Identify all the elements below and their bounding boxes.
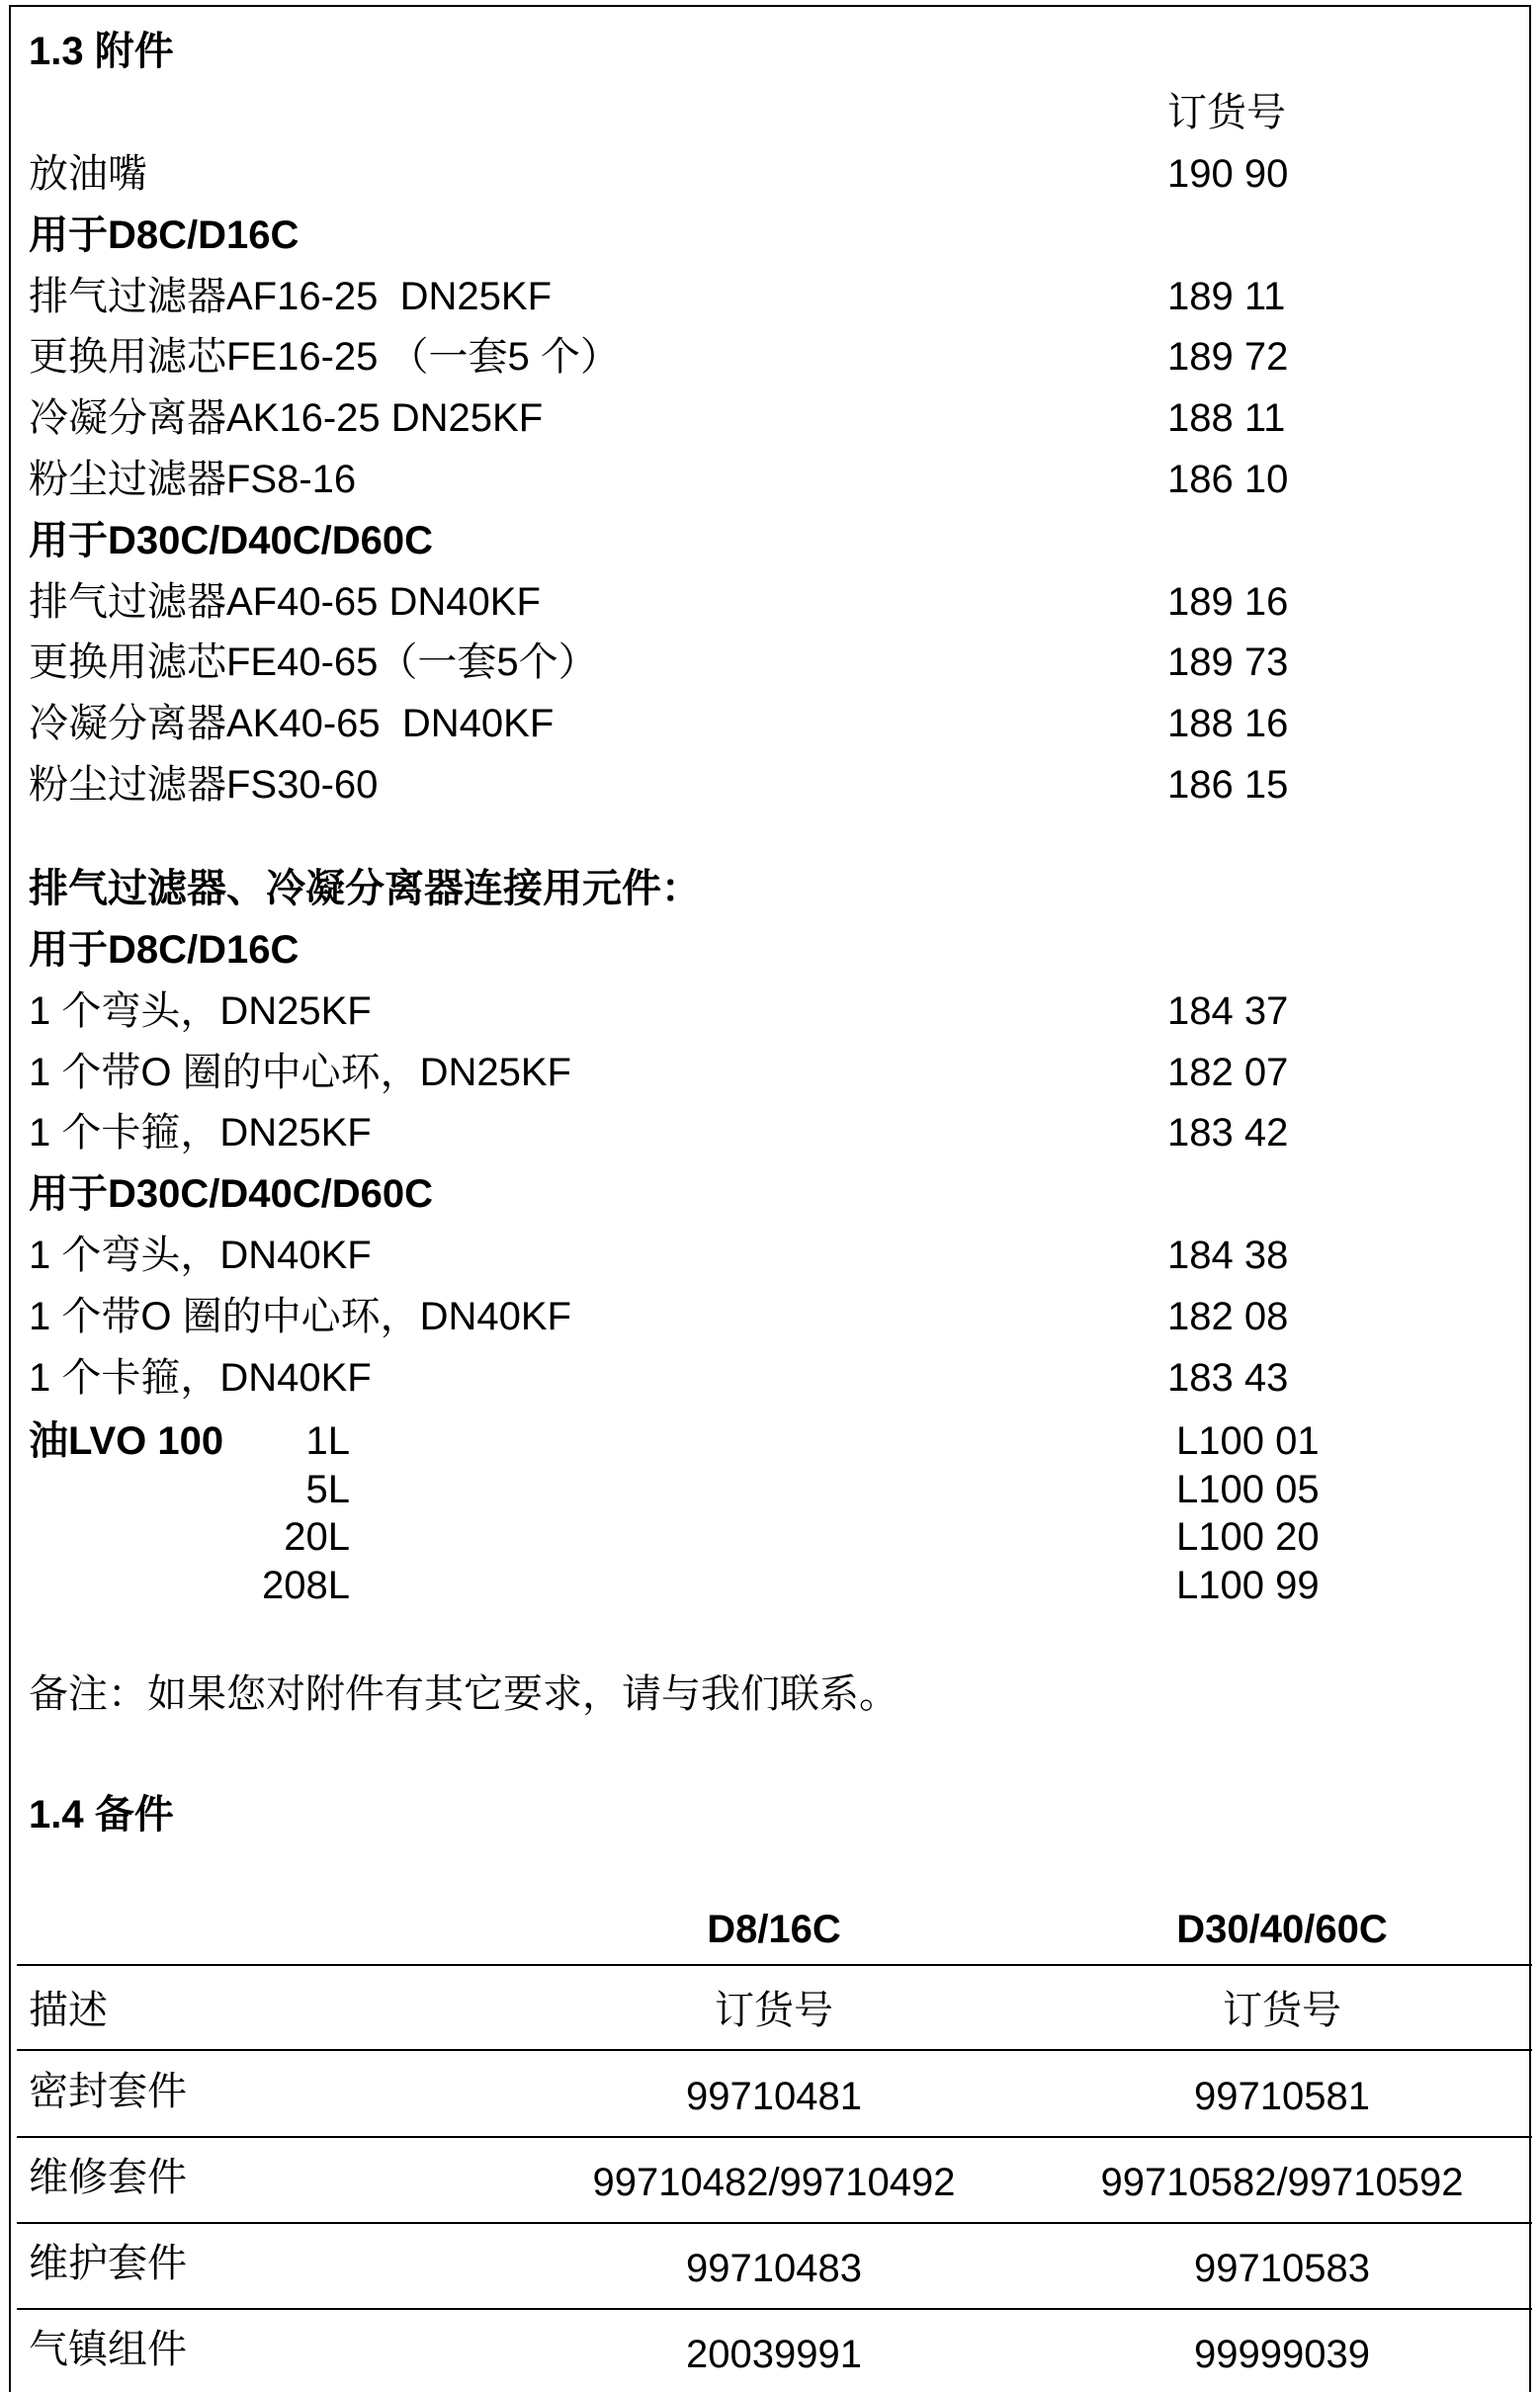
order-number: L100 20 bbox=[1176, 1515, 1320, 1559]
connection-part-name: 1 个弯头，DN40KF bbox=[29, 1234, 372, 1277]
model-group-heading: 用于D8C/D16C bbox=[29, 928, 299, 972]
order-number-header: 订货号 bbox=[1223, 1989, 1341, 2032]
order-number: 182 07 bbox=[1167, 1050, 1289, 1094]
order-number: 188 11 bbox=[1167, 396, 1286, 441]
order-number: 190 90 bbox=[1167, 152, 1289, 196]
model-group-heading: 用于D30C/D40C/D60C bbox=[29, 1172, 434, 1217]
part-order-number: 99710482/99710492 bbox=[592, 2161, 956, 2204]
order-number: 186 10 bbox=[1167, 458, 1289, 501]
connection-part-name: 1 个弯头，DN25KF bbox=[29, 988, 372, 1033]
order-number: 183 43 bbox=[1167, 1355, 1289, 1400]
part-description: 维修套件 bbox=[29, 2156, 187, 2199]
description-header: 描述 bbox=[29, 1989, 108, 2032]
order-number: 182 08 bbox=[1167, 1294, 1289, 1338]
order-number: L100 05 bbox=[1176, 1467, 1320, 1511]
part-order-number: 99710583 bbox=[1194, 2247, 1370, 2290]
part-order-number: 99710581 bbox=[1194, 2075, 1370, 2118]
accessory-name: 冷凝分离器AK16-25 DN25KF bbox=[29, 396, 544, 441]
accessory-name: 更换用滤芯FE16-25 （一套5 个） bbox=[29, 335, 620, 380]
part-description: 维护套件 bbox=[29, 2242, 187, 2285]
accessory-name: 粉尘过滤器FS8-16 bbox=[29, 458, 357, 501]
accessory-name: 冷凝分离器AK40-65 DN40KF bbox=[29, 702, 555, 746]
order-number: 186 15 bbox=[1167, 763, 1289, 807]
table-rule bbox=[17, 2049, 1532, 2051]
table-rule bbox=[17, 2136, 1532, 2138]
order-number: L100 99 bbox=[1176, 1563, 1320, 1607]
accessory-name: 排气过滤器AF40-65 DN40KF bbox=[29, 579, 541, 624]
part-description: 密封套件 bbox=[29, 2070, 187, 2113]
order-number: 189 73 bbox=[1167, 641, 1289, 685]
order-number: 189 16 bbox=[1167, 579, 1289, 624]
part-order-number: 20039991 bbox=[686, 2333, 862, 2376]
connection-part-name: 1 个卡箍，DN40KF bbox=[29, 1355, 372, 1400]
note-text: 备注：如果您对附件有其它要求，请与我们联系。 bbox=[29, 1672, 898, 1716]
oil-size: 208L bbox=[262, 1563, 350, 1607]
accessory-name: 排气过滤器AF16-25 DN25KF bbox=[29, 274, 553, 318]
accessory-name: 更换用滤芯FE40-65（一套5个） bbox=[29, 641, 598, 685]
connection-part-name: 1 个卡箍，DN25KF bbox=[29, 1111, 372, 1155]
accessory-name: 粉尘过滤器FS30-60 bbox=[29, 763, 379, 807]
table-rule bbox=[17, 1964, 1532, 1966]
order-number: 184 38 bbox=[1167, 1234, 1289, 1277]
section-heading-spare-parts: 1.4 备件 bbox=[29, 1793, 174, 1837]
order-number: 184 37 bbox=[1167, 988, 1289, 1033]
section-heading-accessories: 1.3 附件 bbox=[29, 30, 174, 73]
oil-size: 20L bbox=[284, 1515, 350, 1559]
model-group-heading: 用于D8C/D16C bbox=[29, 213, 299, 257]
oil-size: 5L bbox=[305, 1467, 350, 1511]
order-number: 188 16 bbox=[1167, 702, 1289, 746]
connection-part-name: 1 个带O 圈的中心环，DN25KF bbox=[29, 1050, 571, 1094]
table-rule bbox=[17, 2222, 1532, 2224]
accessory-name: 放油嘴 bbox=[29, 152, 147, 196]
order-number: 183 42 bbox=[1167, 1111, 1289, 1155]
order-number: 189 72 bbox=[1167, 335, 1289, 380]
part-description: 气镇组件 bbox=[29, 2328, 187, 2371]
connect-heading: 排气过滤器、冷凝分离器连接用元件： bbox=[29, 867, 701, 910]
model-group-heading: 用于D30C/D40C/D60C bbox=[29, 518, 434, 562]
order-number: 189 11 bbox=[1167, 274, 1286, 318]
order-number-header: 订货号 bbox=[1167, 91, 1286, 134]
part-order-number: 99710582/99710592 bbox=[1100, 2161, 1464, 2204]
table-rule bbox=[17, 2308, 1532, 2310]
part-order-number: 99710483 bbox=[686, 2247, 862, 2290]
connection-part-name: 1 个带O 圈的中心环，DN40KF bbox=[29, 1294, 571, 1338]
order-number: L100 01 bbox=[1176, 1419, 1320, 1463]
part-order-number: 99999039 bbox=[1194, 2333, 1370, 2376]
oil-size: 1L bbox=[305, 1419, 350, 1463]
model-header: D30/40/60C bbox=[1176, 1908, 1388, 1951]
oil-label: 油LVO 100 bbox=[29, 1419, 224, 1463]
part-order-number: 99710481 bbox=[686, 2075, 862, 2118]
order-number-header: 订货号 bbox=[715, 1989, 833, 2032]
model-header: D8/16C bbox=[707, 1908, 841, 1951]
